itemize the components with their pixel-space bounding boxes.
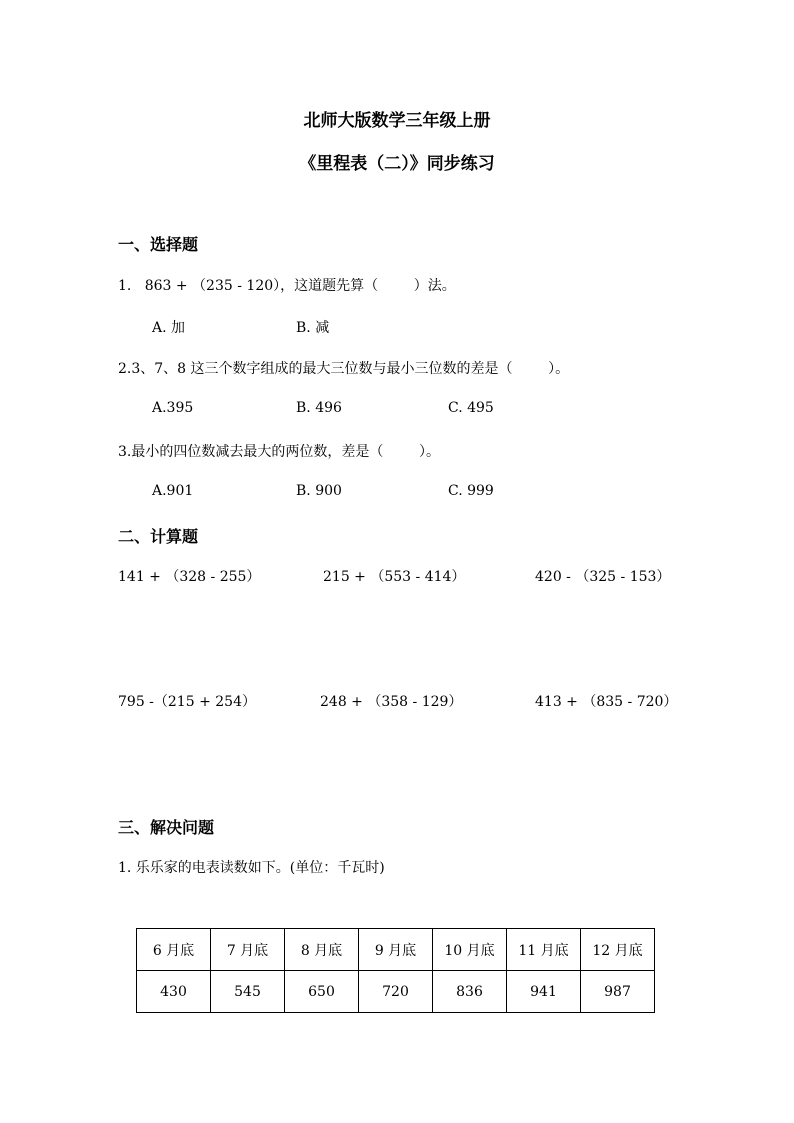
table-cell: 987 [581,971,655,1013]
table-header-cell: 10 月底 [433,929,507,971]
table-cell: 836 [433,971,507,1013]
question-1-stem: 1. 863 + （235 - 120），这道题先算（ ）法。 [118,278,456,294]
table-header-cell: 9 月底 [359,929,433,971]
table-row [137,971,655,1013]
question-3-stem: 3.最小的四位数减去最大的两位数，差是（ ）。 [118,444,440,460]
table-header-cell: 6 月底 [137,929,211,971]
table-cell: 720 [359,971,433,1013]
section-problem-heading: 三、解决问题 [118,818,215,837]
calc-expression: 248 + （358 - 129） [320,694,463,710]
section-choice-heading: 一、选择题 [118,235,199,254]
calc-expression: 420 - （325 - 153） [535,569,671,585]
section-calc-heading: 二、计算题 [118,527,199,546]
question-3-option-c: C. 999 [448,483,494,499]
worksheet-subtitle: 《里程表（二）》同步练习 [299,154,495,174]
table-cell: 430 [137,971,211,1013]
table-header-cell: 11 月底 [507,929,581,971]
table-header-cell: 7 月底 [211,929,285,971]
question-1-option-a: A. 加 [152,320,186,336]
table-header-row [137,929,655,971]
calc-expression: 215 + （553 - 414） [323,569,466,585]
question-2-option-a: A.395 [152,400,194,416]
table-cell: 650 [285,971,359,1013]
question-2-option-b: B. 496 [296,400,342,416]
table-header-cell: 12 月底 [581,929,655,971]
calc-expression: 413 + （835 - 720） [535,694,678,710]
calc-expression: 141 + （328 - 255） [118,569,261,585]
problem-1-text: 1. 乐乐家的电表读数如下。(单位：千瓦时) [118,860,385,876]
question-3-option-b: B. 900 [296,483,342,499]
table-cell: 941 [507,971,581,1013]
calc-expression: 795 -（215 + 254） [118,694,256,710]
table-cell: 545 [211,971,285,1013]
question-1-option-b: B. 减 [296,320,330,336]
meter-reading-table [136,928,655,1013]
question-2-stem: 2.3、7、8 这三个数字组成的最大三位数与最小三位数的差是（ ）。 [118,361,570,377]
worksheet-title: 北师大版数学三年级上册 [303,111,491,131]
question-3-option-a: A.901 [152,483,194,499]
table-header-cell: 8 月底 [285,929,359,971]
question-2-option-c: C. 495 [448,400,494,416]
